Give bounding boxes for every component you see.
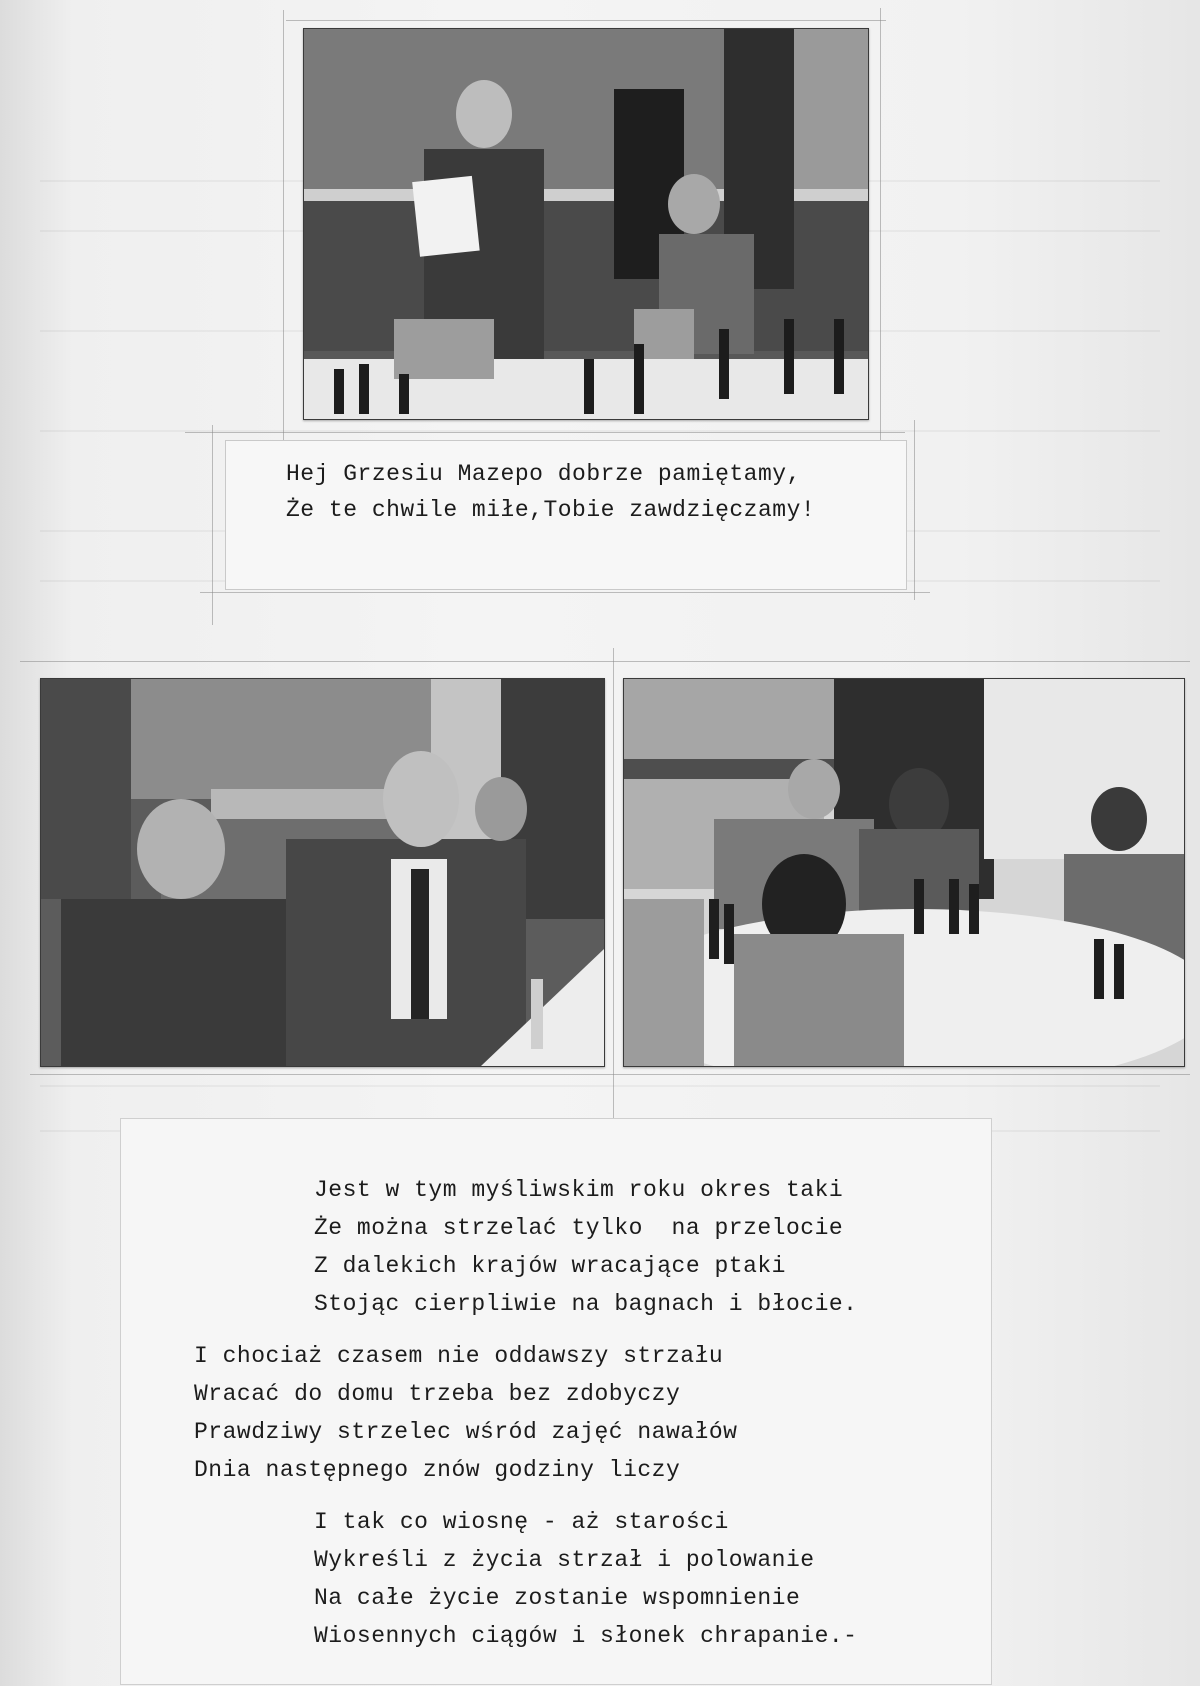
pencil-guide-line [914, 420, 915, 600]
poem-card [120, 1118, 992, 1685]
photo-men-at-table-image [41, 679, 604, 1066]
pencil-guide-line [613, 648, 614, 1128]
pencil-guide-line [20, 661, 1190, 662]
photo-dinner-table [623, 678, 1185, 1067]
poem-line: Na całe życie zostanie wspomnienie [314, 1585, 801, 1611]
pencil-guide-line [212, 425, 213, 625]
poem-line: Stojąc cierpliwie na bagnach i błocie. [314, 1291, 858, 1317]
photo-speech [303, 28, 869, 420]
poem-line: Jest w tym myśliwskim roku okres taki [314, 1177, 844, 1203]
poem-line: Dnia następnego znów godziny liczy [194, 1457, 681, 1483]
poem-line: Wracać do domu trzeba bez zdobyczy [194, 1381, 681, 1407]
poem-line: Że można strzelać tylko na przelocie [314, 1215, 844, 1241]
pencil-guide-line [185, 432, 905, 433]
pencil-guide-line [200, 592, 930, 593]
poem-line: I chociaż czasem nie oddawszy strzału [194, 1343, 724, 1369]
caption-line-2: Że te chwile miłe,Tobie zawdzięczamy! [286, 497, 816, 523]
poem-line: Prawdziwy strzelec wśród zajęć nawałów [194, 1419, 738, 1445]
photo-dinner-table-image [624, 679, 1184, 1066]
caption-line-1: Hej Grzesiu Mazepo dobrze pamiętamy, [286, 461, 801, 487]
pencil-guide-line [283, 10, 284, 450]
pencil-guide-line [880, 8, 881, 448]
pencil-guide-line [286, 20, 886, 21]
poem-line: Wiosennych ciągów i słonek chrapanie.- [314, 1623, 858, 1649]
poem-line: Wykreśli z życia strzał i polowanie [314, 1547, 815, 1573]
photo-speech-image [304, 29, 868, 419]
poem-line: Z dalekich krajów wracające ptaki [314, 1253, 786, 1279]
pencil-guide-line [30, 1074, 1190, 1075]
poem-line: I tak co wiosnę - aż starości [314, 1509, 729, 1535]
caption-card [225, 440, 907, 590]
photo-men-at-table [40, 678, 605, 1067]
